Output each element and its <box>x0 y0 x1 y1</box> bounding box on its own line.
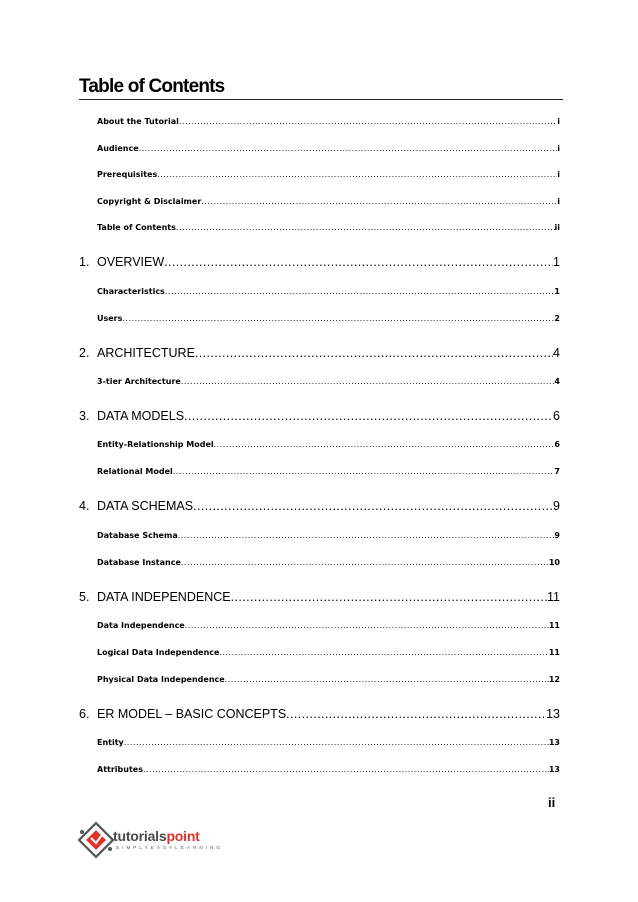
toc-entry-attributes[interactable]: Attributes ..... 13 <box>97 765 560 774</box>
toc-entry-about-the-tutorial[interactable]: About the Tutorial ..... i <box>97 117 560 126</box>
toc-chapter-architecture[interactable]: 2. ARCHITECTURE ..... 4 <box>79 346 560 360</box>
logo-tagline: SIMPLYEASYLEARNING <box>116 845 223 850</box>
toc-entry-characteristics[interactable]: Characteristics ..... 1 <box>97 287 560 296</box>
title-underline <box>79 99 563 100</box>
toc-entry-users[interactable]: Users ..... 2 <box>97 314 560 323</box>
toc-entry-database-instance[interactable]: Database Instance ..... 10 <box>97 558 560 567</box>
page-number: ii <box>548 795 556 810</box>
toc-entry-data-independence[interactable]: Data Independence ..... 11 <box>97 621 560 630</box>
toc-entry-3-tier-architecture[interactable]: 3-tier Architecture ..... 4 <box>97 377 560 386</box>
toc-entry-logical-data-independence[interactable]: Logical Data Independence ..... 11 <box>97 648 560 657</box>
toc-entry-database-schema[interactable]: Database Schema ..... 9 <box>97 531 560 540</box>
logo-wordmark: tutorialspoint <box>113 828 200 844</box>
toc-entry-copyright-disclaimer[interactable]: Copyright & Disclaimer ..... i <box>97 197 560 206</box>
toc-chapter-data-models[interactable]: 3. DATA MODELS ..... 6 <box>79 409 560 423</box>
toc-entry-prerequisites[interactable]: Prerequisites ..... i <box>97 170 560 179</box>
toc-entry-relational-model[interactable]: Relational Model ..... 7 <box>97 467 560 476</box>
toc-entry-entity-relationship-model[interactable]: Entity-Relationship Model ..... 6 <box>97 440 560 449</box>
page-title: Table of Contents <box>79 76 225 97</box>
toc-entry-audience[interactable]: Audience ..... i <box>97 144 560 153</box>
toc-entry-physical-data-independence[interactable]: Physical Data Independence ..... 12 <box>97 675 560 684</box>
toc-chapter-overview[interactable]: 1. OVERVIEW ..... 1 <box>79 255 560 269</box>
toc-chapter-data-schemas[interactable]: 4. DATA SCHEMAS ..... 9 <box>79 499 560 513</box>
toc-chapter-data-independence[interactable]: 5. DATA INDEPENDENCE ..... 11 <box>79 590 560 604</box>
toc-entry-entity[interactable]: Entity ..... 13 <box>97 738 560 747</box>
toc-chapter-er-model-basic-concepts[interactable]: 6. ER MODEL – BASIC CONCEPTS ..... 13 <box>79 707 560 721</box>
toc-entry-table-of-contents[interactable]: Table of Contents ..... ii <box>97 223 560 232</box>
